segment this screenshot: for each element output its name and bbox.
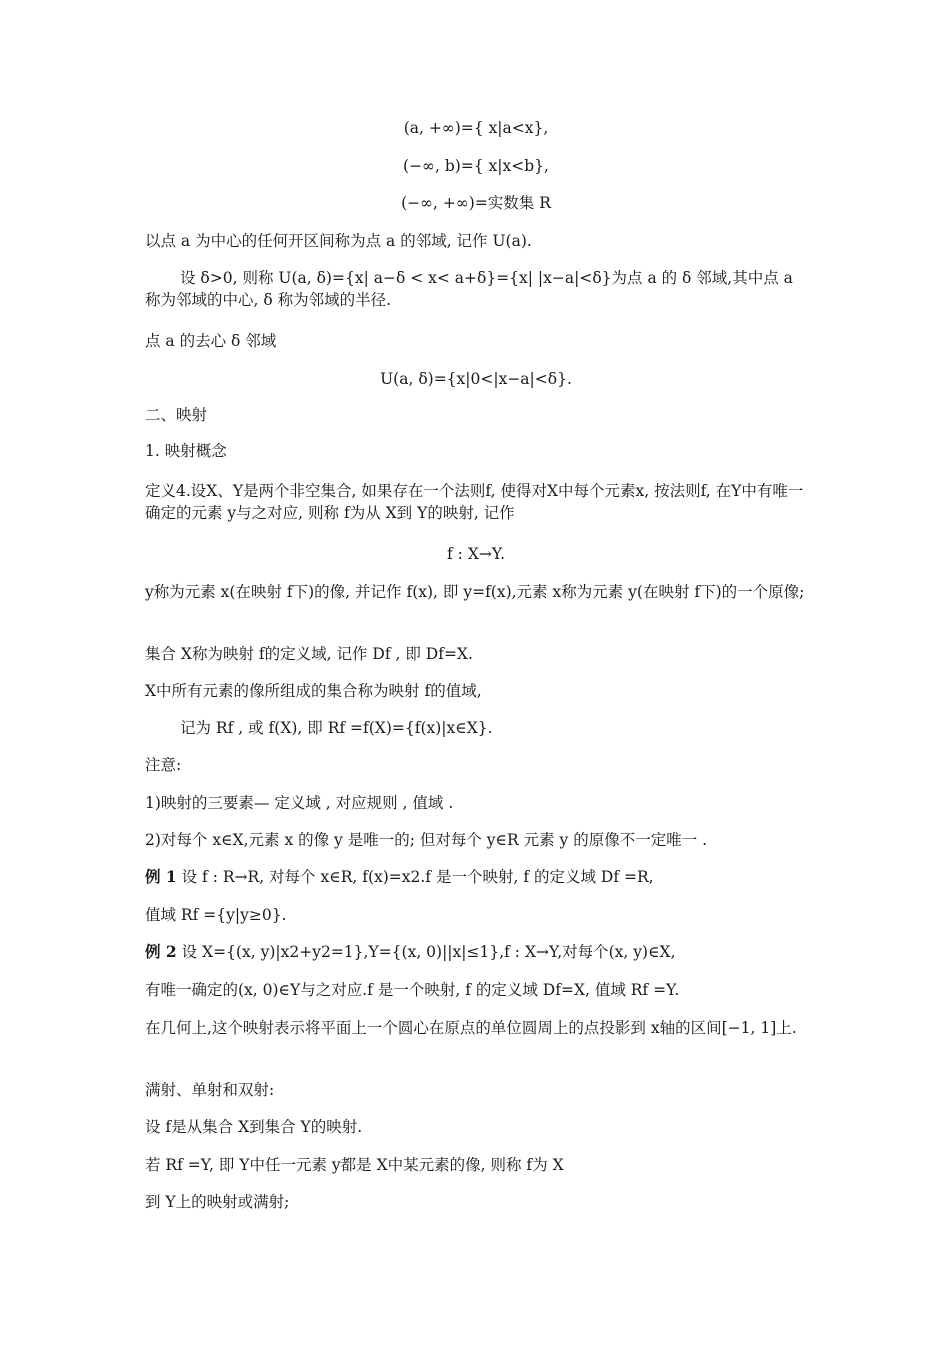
- surjection-heading: 满射、单射和双射:: [145, 1081, 275, 1099]
- example-2-continued: 有唯一确定的(x, 0)∈Y与之对应.f 是一个映射, f 的定义域 Df=X, 值域 Rf =Y.: [145, 981, 680, 999]
- surjection-condition: 若 Rf =Y, 即 Y中任一元素 y都是 X中某元素的像, 则称 f为 X: [145, 1156, 564, 1174]
- note-item-1: 1)映射的三要素— 定义域 , 对应规则 , 值域 .: [145, 794, 454, 812]
- geometric-interpretation: 在几何上,这个映射表示将平面上一个圆心在原点的单位圆周上的点投影到 x轴的区间[−1, 1]上.: [145, 1019, 797, 1037]
- example-1-label: 例 1: [145, 867, 177, 886]
- example-1: [145, 867, 654, 887]
- deleted-neighborhood-formula: U(a, δ)={x|0<|x−a|<δ}.: [380, 370, 572, 388]
- section-heading-mapping: 二、映射: [145, 406, 208, 424]
- interval-real-set: (−∞, +∞)=实数集 R: [401, 194, 551, 212]
- range-notation: 记为 Rf , 或 f(X), 即 Rf =f(X)={f(x)|x∈X}.: [180, 719, 493, 737]
- delta-neighborhood-definition: 设 δ>0, 则称 U(a, δ)={x| a−δ < x< a+δ}={x| |x−a|<δ}为点 a 的 δ 邻域,其中点 a 称为邻域的中心, δ 称为邻域的半径.: [145, 269, 793, 309]
- definition-4: 定义4.设X、Y是两个非空集合, 如果存在一个法则f, 使得对X中每个元素x, 按法则f, 在Y中有唯一确定的元素 y与之对应, 则称 f为从 X到 Y的映射, 记作: [145, 482, 804, 522]
- example-2: [145, 942, 676, 962]
- note-item-2: 2)对每个 x∈X,元素 x 的像 y 是唯一的; 但对每个 y∈R 元素 y 的原像不一定唯一 .: [145, 831, 708, 849]
- domain-definition: 集合 X称为映射 f的定义域, 记作 Df , 即 Df=X.: [145, 645, 473, 663]
- surjection-setup: 设 f是从集合 X到集合 Y的映射.: [145, 1118, 363, 1136]
- deleted-neighborhood-title: 点 a 的去心 δ 邻域: [145, 332, 277, 350]
- example-2-label: 例 2: [145, 942, 177, 961]
- interval-inf-b: (−∞, b)={ x|x<b},: [403, 157, 549, 175]
- image-definition: y称为元素 x(在映射 f下)的像, 并记作 f(x), 即 y=f(x),元素 x称为元素 y(在映射 f下)的一个原像;: [145, 583, 805, 601]
- example-1-text: 设 f : R→R, 对每个 x∈R, f(x)=x2.f 是一个映射, f 的定义域 Df =R,: [181, 868, 654, 886]
- surjection-conclusion: 到 Y上的映射或满射;: [145, 1193, 290, 1211]
- example-2-text: 设 X={(x, y)|x2+y2=1},Y={(x, 0)||x|≤1},f : X→Y,对每个(x, y)∈X,: [181, 943, 676, 961]
- mapping-notation: f : X→Y.: [447, 545, 505, 563]
- neighborhood-definition: 以点 a 为中心的任何开区间称为点 a 的邻域, 记作 U(a).: [145, 232, 532, 250]
- range-definition: X中所有元素的像所组成的集合称为映射 f的值域,: [145, 682, 482, 700]
- note-heading: 注意:: [145, 756, 182, 774]
- subsection-heading-mapping-concept: 1. 映射概念: [145, 442, 227, 460]
- example-1-range: 值域 Rf ={y|y≥0}.: [145, 906, 287, 924]
- interval-a-inf: (a, +∞)={ x|a<x},: [403, 119, 549, 137]
